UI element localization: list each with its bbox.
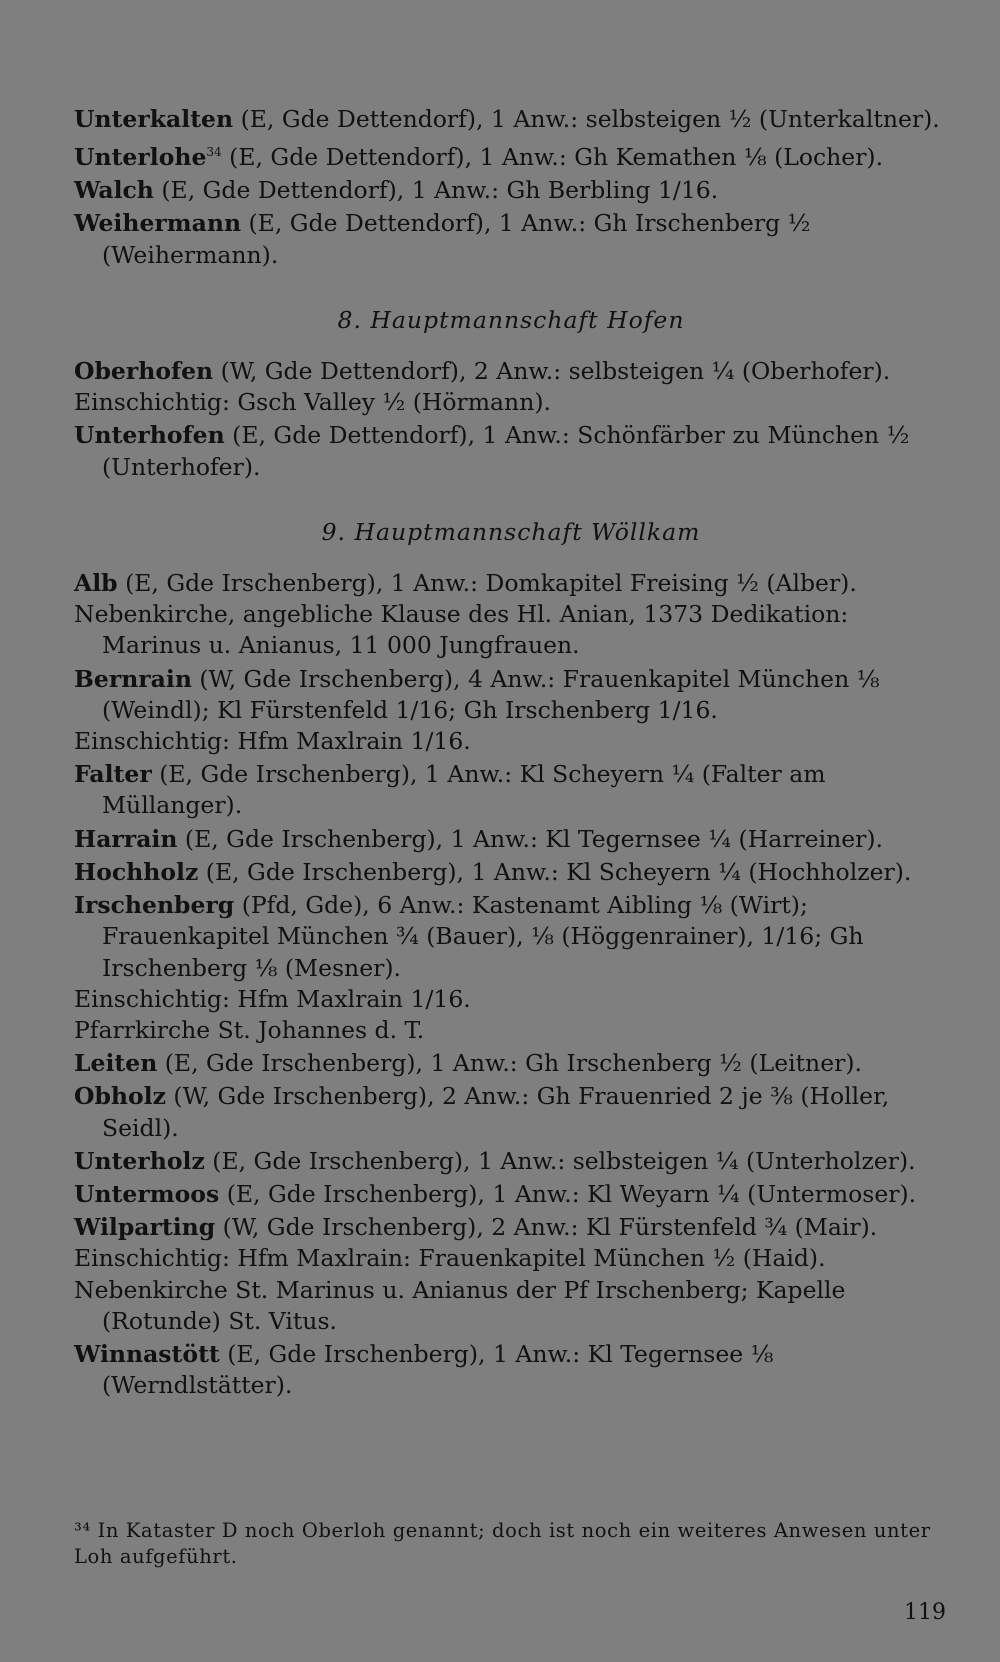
- main-text: [74, 104, 948, 1403]
- entry-text: (E, Gde Dettendorf), 1 Anw.: Gh Berbling 1/16.: [153, 176, 719, 205]
- place-entry: [74, 824, 948, 855]
- entry-text: (E, Gde Irschenberg), 1 Anw.: Gh Irschenberg ½ (Leitner).: [157, 1049, 862, 1078]
- entry-text: (E, Gde Irschenberg), 1 Anw.: Kl Weyarn ¼ (Untermoser).: [219, 1179, 917, 1208]
- section-heading-9: 9. Hauptmannschaft Wöllkam: [321, 517, 701, 546]
- place-name: Harrain: [74, 824, 178, 853]
- entry-note: Nebenkirche St. Marinus u. Anianus der Pf Irschenberg; Kapelle (Rotunde) St. Vitus.: [74, 1275, 846, 1335]
- place-entry: [74, 1146, 948, 1177]
- entry-text: (E, Gde Irschenberg), 1 Anw.: Kl Tegernsee ⅛ (Werndlstätter).: [102, 1339, 774, 1400]
- place-entry: [74, 1339, 948, 1401]
- place-entry: [74, 208, 948, 270]
- entries-group-b: [74, 356, 948, 483]
- place-entry: [74, 664, 948, 758]
- place-entry: [74, 1212, 948, 1337]
- entry-note: Einschichtig: Hfm Maxlrain 1/16.: [74, 984, 471, 1013]
- place-entry: [74, 104, 948, 135]
- place-entry: [74, 890, 948, 1046]
- place-name: Wilparting: [74, 1213, 216, 1242]
- footnote: ³⁴ In Kataster D noch Oberloh genannt; doch ist noch ein weiteres Anwesen unter Loh aufgeführt.: [74, 1519, 931, 1568]
- entry-text: (E, Gde Irschenberg), 1 Anw.: Kl Tegernsee ¼ (Harreiner).: [177, 824, 884, 853]
- entry-text: (W, Gde Irschenberg), 2 Anw.: Kl Fürstenfeld ¾ (Mair).: [215, 1213, 878, 1242]
- place-entry: [74, 137, 948, 173]
- place-name: Unterhofen: [74, 421, 225, 450]
- entry-text: (W, Gde Irschenberg), 2 Anw.: Gh Frauenried 2 je ⅜ (Holler, Seidl).: [102, 1082, 890, 1142]
- place-name: Winnastött: [74, 1339, 220, 1368]
- place-name: Weihermann: [74, 209, 242, 238]
- place-name: Obholz: [74, 1082, 166, 1111]
- place-name: Irschenberg: [74, 891, 235, 920]
- place-entry: [74, 568, 948, 662]
- place-entry: [74, 175, 948, 206]
- entry-note: Pfarrkirche St. Johannes d. T.: [74, 1015, 425, 1044]
- place-name: Leiten: [74, 1049, 158, 1078]
- place-name: Hochholz: [74, 857, 199, 886]
- place-entry: [74, 857, 948, 888]
- place-name: Unterlohe: [74, 143, 207, 172]
- footnote-ref: 34: [206, 145, 222, 160]
- entry-text: (E, Gde Irschenberg), 1 Anw.: Kl Scheyern ¼ (Hochholzer).: [198, 857, 912, 886]
- entry-note: Nebenkirche, angebliche Klause des Hl. Anian, 1373 Dedikation: Marinus u. Anianus, 11 000 Jungfrauen.: [74, 600, 849, 660]
- entry-text: (W, Gde Irschenberg), 4 Anw.: Frauenkapitel München ⅛ (Weindl); Kl Fürstenfeld 1/16; Gh Irschenberg 1/16.: [102, 664, 880, 724]
- place-name: Falter: [74, 760, 152, 789]
- entry-note: Einschichtig: Gsch Valley ½ (Hörmann).: [74, 388, 551, 417]
- entries-group-c: [74, 568, 948, 1401]
- place-name: Alb: [74, 569, 118, 598]
- place-entry: [74, 420, 948, 482]
- entry-text: (E, Gde Irschenberg), 1 Anw.: Domkapitel Freising ½ (Alber).: [117, 569, 857, 598]
- entry-text: (Pfd, Gde), 6 Anw.: Kastenamt Aibling ⅛ (Wirt); Frauenkapitel München ¾ (Bauer), ⅛ (Höggenrainer), 1/16; Gh Irschenberg ⅛ (Mesner).: [102, 891, 864, 982]
- place-name: Unterholz: [74, 1146, 205, 1175]
- entry-note: Einschichtig: Hfm Maxlrain: Frauenkapitel München ½ (Haid).: [74, 1244, 826, 1273]
- place-name: Oberhofen: [74, 357, 214, 386]
- entry-text: (E, Gde Dettendorf), 1 Anw.: Gh Irschenberg ½ (Weihermann).: [102, 209, 811, 269]
- entry-note: Einschichtig: Hfm Maxlrain 1/16.: [74, 727, 471, 756]
- place-entry: [74, 1048, 948, 1079]
- place-name: Unterkalten: [74, 105, 234, 133]
- entry-text: (E, Gde Dettendorf), 1 Anw.: Gh Kemathen ⅛ (Locher).: [221, 143, 884, 172]
- page-number: 119: [904, 1600, 946, 1625]
- place-name: Bernrain: [74, 664, 192, 693]
- place-name: Walch: [74, 176, 154, 205]
- entry-text: (E, Gde Irschenberg), 1 Anw.: selbsteigen ¼ (Unterholzer).: [204, 1146, 916, 1175]
- section-heading-8: 8. Hauptmannschaft Hofen: [337, 305, 685, 334]
- place-entry: [74, 1081, 948, 1143]
- place-entry: [74, 1179, 948, 1210]
- place-entry: [74, 759, 948, 821]
- entry-text: (W, Gde Dettendorf), 2 Anw.: selbsteigen ¼ (Oberhofer).: [213, 357, 891, 386]
- place-entry: [74, 356, 948, 418]
- place-name: Untermoos: [74, 1179, 220, 1208]
- entry-text: (E, Gde Irschenberg), 1 Anw.: Kl Scheyern ¼ (Falter am Müllanger).: [102, 760, 826, 820]
- entry-text: (E, Gde Dettendorf), 1 Anw.: Schönfärber zu München ½ (Unterhofer).: [102, 421, 910, 481]
- entry-text: (E, Gde Dettendorf), 1 Anw.: selbsteigen ½ (Unterkaltner).: [233, 105, 940, 133]
- entries-group-a: [74, 104, 948, 271]
